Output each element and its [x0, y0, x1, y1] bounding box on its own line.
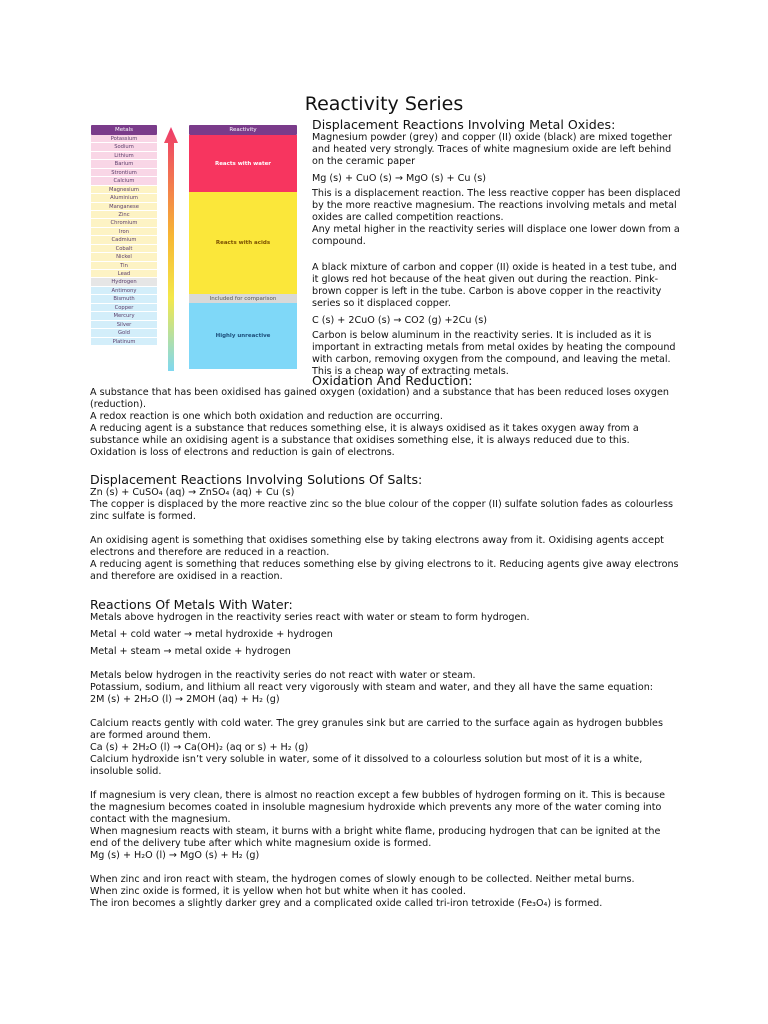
equation: Metal + steam → metal oxide + hydrogen [90, 646, 291, 657]
paragraph: Calcium reacts gently with cold water. The grey granules sink but are carried to the surface again as hydrogen bubbles are formed around them. [90, 718, 663, 741]
metal-list [91, 135, 157, 346]
paragraph: When zinc oxide is formed, it is yellow when hot but white when it has cooled. [90, 886, 466, 897]
paragraph: This is a displacement reaction. The less reactive copper has been displaced by the more reactive magnesium. The reactions involving metals and metal oxides are called competition reactions. [312, 188, 681, 223]
band-highly-unreactive: Highly unreactive [189, 303, 297, 369]
paragraph: Metals above hydrogen in the reactivity series react with water or steam to form hydrogen. [90, 612, 530, 623]
metal-row: Calcium [91, 177, 157, 185]
metal-row: Aluminium [91, 194, 157, 202]
page-title: Reactivity Series [304, 93, 464, 115]
section-heading: Reactions Of Metals With Water: [90, 597, 293, 612]
metal-row: Antimony [91, 287, 157, 295]
paragraph: Magnesium powder (grey) and copper (II) oxide (black) are mixed together and heated very strongly. Traces of white magnesium oxide are left behind on the ceramic paper [312, 132, 672, 167]
paragraph: Any metal higher in the reactivity series will displace one lower down from a compound. [312, 224, 680, 247]
paragraph: Metals below hydrogen in the reactivity series do not react with water or steam. [90, 670, 476, 681]
metal-row: Platinum [91, 338, 157, 346]
metal-row: Manganese [91, 203, 157, 211]
metal-row: Cobalt [91, 245, 157, 253]
reactivity-series-diagram [91, 125, 297, 371]
metal-row: Lead [91, 270, 157, 278]
section-heading: Displacement Reactions Involving Solutions Of Salts: [90, 472, 423, 487]
reactivity-arrow-icon [164, 127, 178, 371]
equation: Zn (s) + CuSO₄ (aq) → ZnSO₄ (aq) + Cu (s) [90, 487, 295, 498]
paragraph: A substance that has been oxidised has gained oxygen (oxidation) and a substance that has been reduced loses oxygen (reduction). [90, 387, 669, 410]
metal-row: Copper [91, 304, 157, 312]
section-heading: Displacement Reactions Involving Metal Oxides: [312, 117, 616, 132]
paragraph: An oxidising agent is something that oxidises something else by taking electrons away from it. Oxidising agents accept electrons and therefore are reduced in a reaction. [90, 535, 664, 558]
band-reacts-with-water: Reacts with water [189, 135, 297, 192]
paragraph: A reducing agent is something that reduces something else by giving electrons to it. Reducing agents give away electrons and therefore are oxidised in a reaction. [90, 559, 679, 582]
paragraph: The iron becomes a slightly darker grey and a complicated oxide called tri-iron tetroxide (Fe₃O₄) is formed. [90, 898, 603, 909]
metal-row: Zinc [91, 211, 157, 219]
section-main [90, 387, 680, 910]
paragraph: The copper is displaced by the more reactive zinc so the blue colour of the copper (II) sulfate solution fades as colourless zinc sulfate is formed. [90, 499, 673, 522]
paragraph: When zinc and iron react with steam, the hydrogen comes of slowly enough to be collected. Neither metal burns. [90, 874, 635, 885]
equation: Metal + cold water → metal hydroxide + hydrogen [90, 629, 333, 640]
paragraph: Oxidation is loss of electrons and reduction is gain of electrons. [90, 447, 395, 458]
paragraph: If magnesium is very clean, there is almost no reaction except a few bubbles of hydrogen forming on it. This is because the magnesium becomes coated in insoluble magnesium hydroxide which prevents any more of the water coming into contact with the magnesium. [90, 790, 666, 825]
equation: C (s) + 2CuO (s) → CO2 (g) +2Cu (s) [312, 315, 487, 326]
metal-row: Tin [91, 262, 157, 270]
metal-row: Chromium [91, 219, 157, 227]
metal-row: Bismuth [91, 295, 157, 303]
metal-row: Gold [91, 329, 157, 337]
metal-row: Strontium [91, 169, 157, 177]
equation: Mg (s) + CuO (s) → MgO (s) + Cu (s) [312, 173, 486, 184]
equation: Mg (s) + H₂O (l) → MgO (s) + H₂ (g) [90, 850, 260, 861]
paragraph: A redox reaction is one which both oxidation and reduction are occurring. [90, 411, 443, 422]
metal-row: Barium [91, 160, 157, 168]
reactivity-header: Reactivity [189, 125, 297, 135]
metal-row: Potassium [91, 135, 157, 143]
metals-column [91, 125, 157, 346]
metal-row: Mercury [91, 312, 157, 320]
paragraph: A black mixture of carbon and copper (II) oxide is heated in a test tube, and it glows red hot because of the heat given out during the reaction. Pink-brown copper is left in the tube. Carbon is above copper in the reactivity series so it displaced copper. [312, 262, 677, 309]
metal-row: Cadmium [91, 236, 157, 244]
paragraph: Carbon is below aluminum in the reactivity series. It is included as it is important in extracting metals from metal oxides by heating the compound with carbon, removing oxygen from the compound, and leaving the metal. This is a cheap way of extracting metals. [312, 330, 676, 377]
metal-row: Lithium [91, 152, 157, 160]
paragraph: Potassium, sodium, and lithium all react very vigorously with steam and water, and they all have the same equation: [90, 682, 654, 693]
section-heading: Oxidation And Reduction: [312, 373, 473, 388]
band-reacts-with-acids: Reacts with acids [189, 192, 297, 294]
metals-header: Metals [91, 125, 157, 135]
metal-row: Magnesium [91, 186, 157, 194]
paragraph: Calcium hydroxide isn’t very soluble in water, some of it dissolved to a colourless solution but most of it is a white, insoluble solid. [90, 754, 643, 777]
reactivity-column [189, 125, 297, 369]
metal-row: Silver [91, 321, 157, 329]
metal-row: Hydrogen [91, 278, 157, 286]
section-metal-oxides [312, 117, 682, 378]
band-included-for-comparison: Included for comparison [189, 294, 297, 303]
section-oxidation-heading-wrap [312, 373, 682, 388]
metal-row: Sodium [91, 143, 157, 151]
equation: 2M (s) + 2H₂O (l) → 2MOH (aq) + H₂ (g) [90, 694, 280, 705]
paragraph: When magnesium reacts with steam, it burns with a bright white flame, producing hydrogen that can be ignited at the end of the delivery tube after which white magnesium oxide is formed. [90, 826, 661, 849]
paragraph: A reducing agent is a substance that reduces something else, it is always oxidised as it takes oxygen away from a substance while an oxidising agent is a substance that oxidises something else, it is always reduced due to this. [90, 423, 639, 446]
equation: Ca (s) + 2H₂O (l) → Ca(OH)₂ (aq or s) + H₂ (g) [90, 742, 309, 753]
metal-row: Iron [91, 228, 157, 236]
metal-row: Nickel [91, 253, 157, 261]
